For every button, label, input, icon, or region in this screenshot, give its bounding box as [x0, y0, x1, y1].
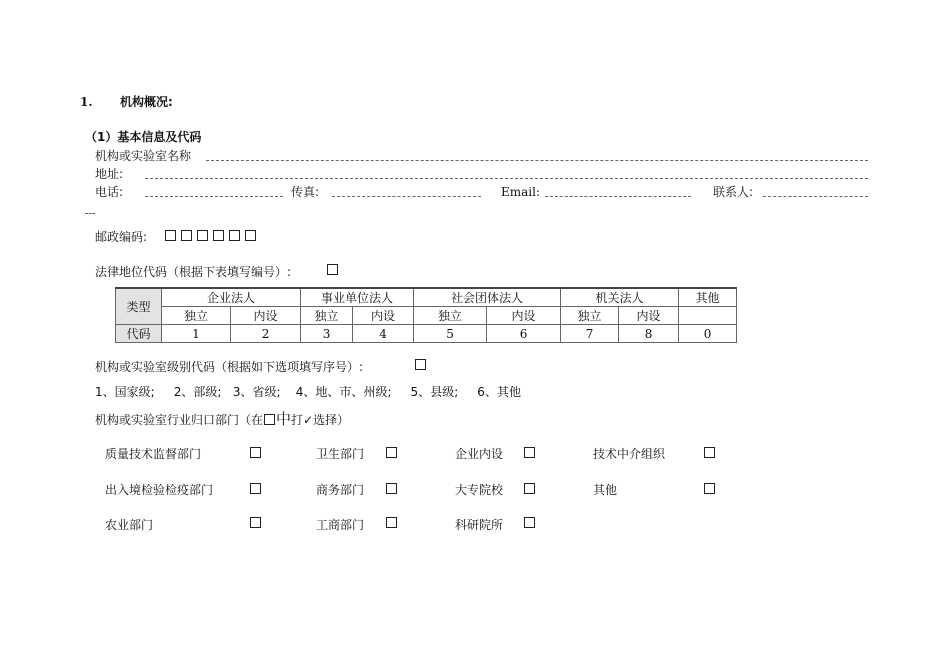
industry-label — [95, 412, 349, 427]
level-label: 机构或实验室级别代码（根据如下选项填写序号）: — [95, 360, 364, 374]
group-header: 社会团体法人 — [414, 288, 561, 307]
sub-header: 内设 — [487, 307, 561, 325]
code-cell: 2 — [231, 325, 301, 343]
address-label: 地址: — [95, 167, 124, 181]
group-header: 企业法人 — [162, 288, 301, 307]
industry-label-b: 中 — [276, 410, 292, 428]
industry-checkbox[interactable] — [386, 447, 397, 458]
contact-label: 联系人: — [713, 185, 754, 199]
sub-header: 独立 — [414, 307, 487, 325]
level-checkbox[interactable] — [415, 359, 426, 370]
code-cell: 7 — [561, 325, 619, 343]
industry-item: 工商部门 — [316, 518, 365, 532]
institution-name-label: 机构或实验室名称 — [95, 149, 192, 163]
section-title: 机构概况: — [120, 95, 173, 109]
legal-status-label: 法律地位代码（根据下表填写编号）: — [95, 265, 292, 279]
group-header: 其他 — [679, 288, 737, 307]
postal-digit-box[interactable] — [165, 230, 176, 241]
industry-label-c: 打✓选择） — [291, 413, 350, 427]
sub-header: 独立 — [301, 307, 353, 325]
group-header: 事业单位法人 — [301, 288, 414, 307]
postal-digit-box[interactable] — [245, 230, 256, 241]
industry-checkbox[interactable] — [386, 483, 397, 494]
box-symbol-icon — [264, 414, 275, 425]
email-field[interactable] — [545, 196, 691, 197]
postal-digit-box[interactable] — [181, 230, 192, 241]
industry-item: 企业内设 — [455, 447, 504, 461]
industry-checkbox[interactable] — [386, 517, 397, 528]
industry-checkbox[interactable] — [704, 447, 715, 458]
legal-status-table — [115, 287, 737, 343]
industry-item: 技术中介组织 — [593, 447, 666, 461]
contact-field-continued[interactable] — [85, 213, 95, 214]
industry-checkbox[interactable] — [250, 483, 261, 494]
subsection-title: （1）基本信息及代码 — [85, 130, 202, 144]
industry-checkbox[interactable] — [524, 517, 535, 528]
code-cell: 0 — [679, 325, 737, 343]
fax-label: 传真: — [291, 185, 320, 199]
industry-item: 质量技术监督部门 — [105, 447, 202, 461]
sub-header: 独立 — [162, 307, 231, 325]
industry-item: 出入境检验检疫部门 — [105, 483, 214, 497]
address-field[interactable] — [145, 178, 868, 179]
postal-digit-box[interactable] — [213, 230, 224, 241]
postal-code-boxes[interactable] — [165, 229, 261, 243]
industry-item: 卫生部门 — [316, 447, 365, 461]
section-number: 1. — [80, 95, 93, 109]
fax-field[interactable] — [332, 196, 481, 197]
sub-header: 内设 — [353, 307, 414, 325]
code-cell: 5 — [414, 325, 487, 343]
postal-digit-box[interactable] — [197, 230, 208, 241]
industry-checkbox[interactable] — [524, 483, 535, 494]
industry-checkbox[interactable] — [524, 447, 535, 458]
code-cell: 8 — [619, 325, 679, 343]
code-cell: 6 — [487, 325, 561, 343]
group-header: 机关法人 — [561, 288, 679, 307]
type-header: 类型 — [116, 288, 162, 325]
contact-field[interactable] — [763, 196, 868, 197]
code-cell: 1 — [162, 325, 231, 343]
industry-item: 大专院校 — [455, 483, 504, 497]
postal-code-label: 邮政编码: — [95, 230, 148, 244]
industry-item: 商务部门 — [316, 483, 365, 497]
level-options: 1、国家级; 2、部级; 3、省级; 4、地、市、州级; 5、县级; 6、其他 — [95, 385, 521, 399]
code-cell: 3 — [301, 325, 353, 343]
industry-item: 科研院所 — [455, 518, 504, 532]
code-header: 代码 — [116, 325, 162, 343]
legal-status-checkbox[interactable] — [327, 264, 338, 275]
industry-checkbox[interactable] — [250, 517, 261, 528]
sub-header: 独立 — [561, 307, 619, 325]
sub-header: 内设 — [231, 307, 301, 325]
industry-item: 其他 — [593, 483, 618, 497]
industry-checkbox[interactable] — [704, 483, 715, 494]
code-cell: 4 — [353, 325, 414, 343]
industry-item: 农业部门 — [105, 518, 154, 532]
sub-header-empty — [679, 307, 737, 325]
postal-digit-box[interactable] — [229, 230, 240, 241]
email-label: Email: — [501, 185, 541, 199]
sub-header: 内设 — [619, 307, 679, 325]
industry-label-a: 机构或实验室行业归口部门（在 — [95, 413, 264, 427]
industry-checkbox[interactable] — [250, 447, 261, 458]
phone-label: 电话: — [95, 185, 124, 199]
institution-name-field[interactable] — [206, 160, 868, 161]
phone-field[interactable] — [145, 196, 283, 197]
